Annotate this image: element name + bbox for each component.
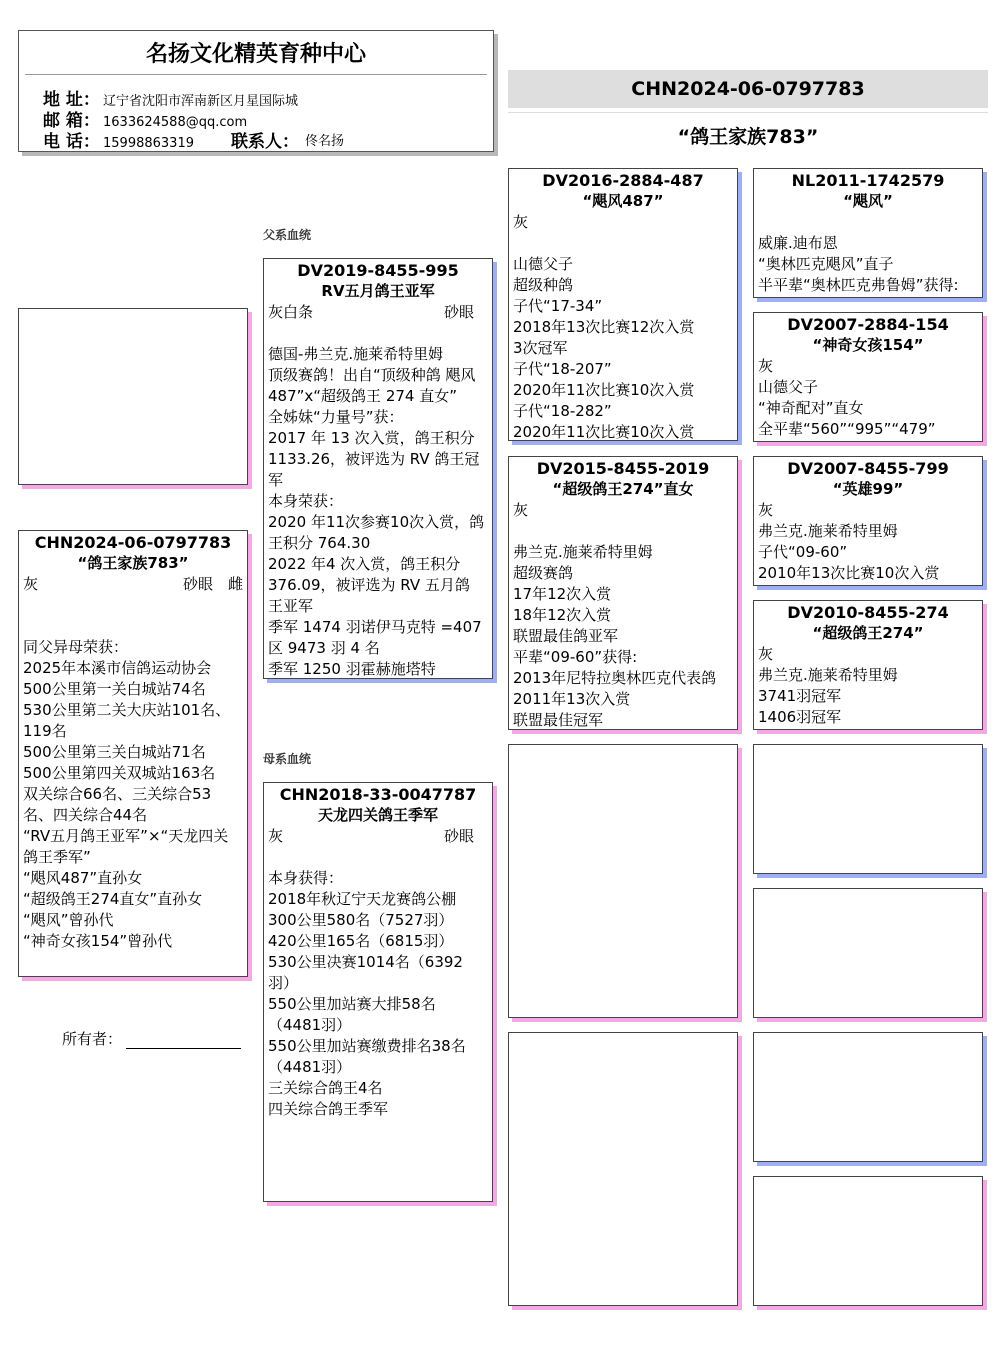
- sire-dam-ring: DV2015-8455-2019: [536, 459, 710, 478]
- subject-name: “鸽王家族783”: [77, 554, 189, 572]
- subject-sex: 雌: [227, 575, 243, 593]
- note-line: [268, 323, 488, 344]
- sd-sire-name: “英雄99”: [832, 480, 904, 498]
- ds-dam-box-empty: [753, 888, 983, 1018]
- note-line: 376.09，被评选为 RV 五月鸽: [268, 576, 470, 594]
- note-line: 17年12次入赏: [513, 585, 612, 603]
- note-line: 300公里580名（7527羽）: [268, 911, 454, 929]
- note-line: 半平辈“奥林匹克弗鲁姆”获得:: [758, 276, 959, 294]
- sire-dam-box: [508, 456, 738, 730]
- note-line: [758, 212, 978, 233]
- dam-attributes: [264, 826, 492, 847]
- note-line: 2020年11次比赛10次入赏: [513, 381, 695, 399]
- dd-dam-box-empty: [753, 1176, 983, 1306]
- title-ring-number: CHN2024-06-0797783: [631, 78, 865, 100]
- sd-sire-ring: DV2007-8455-799: [787, 459, 949, 478]
- note-line: [513, 521, 733, 542]
- note-line: 威廉.迪布恩: [758, 234, 838, 252]
- note-line: 2013年尼特拉奥林匹克代表鸽: [513, 669, 717, 687]
- sire-ring: DV2019-8455-995: [297, 261, 459, 280]
- sire-dam-color: 灰: [513, 501, 529, 519]
- note-line: 2020年11次比赛10次入赏: [513, 423, 695, 441]
- note-line: 王积分 764.30: [268, 534, 371, 552]
- photo-placeholder: [18, 308, 248, 485]
- sire-color: 灰白条: [268, 303, 314, 321]
- sire-notes: [264, 323, 492, 679]
- ss-dam-attributes: [754, 356, 982, 377]
- sd-sire-attributes: [754, 500, 982, 521]
- note-line: 弗兰克.施莱希特里姆: [513, 543, 653, 561]
- header-divider: [25, 74, 487, 75]
- note-line: 2018年秋辽宁天龙赛鸽公棚: [268, 890, 457, 908]
- ss-sire-name: “飓风”: [843, 192, 893, 210]
- ss-dam-name: “神奇女孩154”: [812, 336, 924, 354]
- note-line: 全姊妹“力量号”获：: [268, 408, 404, 426]
- note-line: 区 9473 羽 4 名: [268, 639, 380, 657]
- owner-signature-line: [126, 1032, 241, 1049]
- note-line: 本身荣获：: [268, 492, 344, 510]
- note-line: （4481羽）: [268, 1016, 352, 1034]
- note-line: 530公里决赛1014名（6392: [268, 953, 463, 971]
- note-line: [268, 847, 488, 868]
- note-line: 德国-弗兰克.施莱希特里姆: [268, 345, 444, 363]
- note-line: 487”x“超级鸽王 274 直女”: [268, 387, 457, 405]
- note-line: 子代“18-207”: [513, 360, 612, 378]
- email-value: 1633624588@qq.com: [103, 115, 248, 130]
- note-line: “飓风487”直孙女: [23, 869, 143, 887]
- note-line: 2022 年4 次入赏，鸽王积分: [268, 555, 461, 573]
- subject-attributes: [19, 574, 247, 595]
- contact-value: 佟名扬: [305, 134, 345, 149]
- note-line: 弗兰克.施莱希特里姆: [758, 666, 898, 684]
- note-line: 1406羽冠军: [758, 708, 842, 726]
- dam-ring: CHN2018-33-0047787: [279, 785, 477, 804]
- note-line: 名、四关综合44名: [23, 806, 148, 824]
- sire-line-label: 父系血统: [263, 228, 312, 242]
- owner-label: 所有者：: [62, 1030, 123, 1048]
- note-line: 550公里加站赛大排58名: [268, 995, 436, 1013]
- note-line: 420公里165名（6815羽）: [268, 932, 454, 950]
- note-line: 3次冠军: [513, 339, 568, 357]
- note-line: 顶级赛鸽！出自“顶级种鸽 飓风: [268, 366, 476, 384]
- ss-sire-ring: NL2011-1742579: [791, 171, 945, 190]
- dd-sire-box-empty: [753, 1032, 983, 1162]
- note-line: “神奇配对”直女: [758, 399, 864, 417]
- sire-sire-attributes: [509, 212, 737, 233]
- phone-value: 15998863319: [103, 136, 194, 151]
- title-bird-name: “鸽王家族783”: [677, 126, 819, 148]
- sd-sire-color: 灰: [758, 501, 774, 519]
- note-line: 超级种鸽: [513, 276, 574, 294]
- note-line: 3741羽冠军: [758, 687, 842, 705]
- note-line: 2017 年 13 次入赏，鸽王积分: [268, 429, 475, 447]
- sire-dam-name: “超级鸽王274”直女: [552, 480, 694, 498]
- org-name: 名扬文化精英育种中心: [145, 42, 366, 67]
- sd-dam-box: [753, 600, 983, 730]
- sire-name: RV五月鸽王亚军: [321, 282, 435, 300]
- ss-sire-notes: [754, 212, 982, 296]
- note-line: 本身获得：: [268, 869, 344, 887]
- note-line: 18年12次入赏: [513, 606, 612, 624]
- note-line: 119名: [23, 722, 67, 740]
- note-line: 山德父子: [758, 378, 819, 396]
- sd-dam-notes: [754, 665, 982, 728]
- ss-dam-notes: [754, 377, 982, 440]
- dam-line-label: 母系血统: [263, 752, 312, 766]
- note-line: 四关综合鸽王季军: [268, 1100, 389, 1118]
- sire-sire-box: [508, 168, 738, 441]
- note-line: 超级赛鸽: [513, 564, 574, 582]
- note-line: 500公里第一关白城站74名: [23, 680, 206, 698]
- sire-attributes: [264, 302, 492, 323]
- note-line: 530公里第二关大庆站101名、: [23, 701, 231, 719]
- sd-dam-attributes: [754, 644, 982, 665]
- sd-sire-notes: [754, 521, 982, 584]
- dam-name: 天龙四关鸽王季军: [317, 806, 438, 824]
- address-value: 辽宁省沈阳市浑南新区月星国际城: [103, 94, 299, 109]
- note-line: 550公里加站赛缴费排名38名: [268, 1037, 466, 1055]
- note-line: 季军 1250 羽霍赫施塔特: [268, 660, 436, 678]
- owner-field: [62, 1028, 241, 1049]
- dam-eye: 砂眼: [443, 827, 474, 845]
- sd-dam-color: 灰: [758, 645, 774, 663]
- note-line: 季军 1474 羽诺伊马克特 =407: [268, 618, 482, 636]
- dam-color: 灰: [268, 827, 284, 845]
- note-line: 王亚军: [268, 597, 314, 615]
- subject-notes: [19, 595, 247, 952]
- phone-row: [43, 127, 194, 152]
- note-line: 同父异母荣获：: [23, 638, 129, 656]
- contact-label: 联系人：: [231, 132, 299, 152]
- breeder-header-card: [18, 30, 494, 152]
- note-line: [23, 616, 243, 637]
- subject-color: 灰: [23, 575, 39, 593]
- note-line: “奥林匹克飓风”直子: [758, 255, 894, 273]
- sd-dam-ring: DV2010-8455-274: [787, 603, 949, 622]
- note-line: 弗兰克.施莱希特里姆: [758, 522, 898, 540]
- ss-dam-color: 灰: [758, 357, 774, 375]
- note-line: 1133.26，被评选为 RV 鸽王冠: [268, 450, 480, 468]
- note-line: 2025年本溪市信鸽运动协会: [23, 659, 212, 677]
- sire-sire-name: “飓风487”: [582, 192, 664, 210]
- note-line: 联盟最佳冠军: [513, 711, 604, 729]
- note-line: 2011年13次入赏: [513, 690, 631, 708]
- sd-dam-name: “超级鸽王274”: [812, 624, 924, 642]
- note-line: 全平辈“560”“995”“479”: [758, 420, 936, 438]
- note-line: 500公里第四关双城站163名: [23, 764, 216, 782]
- note-line: 2010年13次比赛10次入赏: [758, 564, 940, 582]
- sd-sire-box: [753, 456, 983, 586]
- note-line: “RV五月鸽王亚军”×“天龙四关: [23, 827, 229, 845]
- note-line: 鸽王季军”: [23, 848, 91, 866]
- address-label: 地 址：: [43, 90, 100, 110]
- note-line: [513, 233, 733, 254]
- dam-dam-box-empty: [508, 1032, 738, 1306]
- sire-dam-attributes: [509, 500, 737, 521]
- ds-sire-box-empty: [753, 744, 983, 874]
- note-line: [23, 595, 243, 616]
- note-line: 子代“09-60”: [758, 543, 848, 561]
- subject-eye: 砂眼: [182, 575, 213, 593]
- note-line: 子代“18-282”: [513, 402, 612, 420]
- sire-eye: 砂眼: [443, 303, 474, 321]
- note-line: “飓风”曾孙代: [23, 911, 114, 929]
- note-line: “超级鸽王274直女”直孙女: [23, 890, 203, 908]
- dam-sire-box-empty: [508, 744, 738, 1018]
- note-line: 联盟最佳鸽亚军: [513, 627, 619, 645]
- title-divider: [508, 112, 988, 113]
- note-line: 2020 年11次参赛10次入赏，鸽: [268, 513, 485, 531]
- phone-label: 电 话：: [43, 132, 100, 152]
- note-line: 三关综合鸽王4名: [268, 1079, 383, 1097]
- note-line: 500公里第三关白城站71名: [23, 743, 206, 761]
- subject-ring: CHN2024-06-0797783: [34, 533, 232, 552]
- ss-dam-box: [753, 312, 983, 442]
- ss-dam-ring: DV2007-2884-154: [787, 315, 949, 334]
- email-label: 邮 箱：: [43, 111, 100, 131]
- note-line: 军: [268, 471, 284, 489]
- title-band: [508, 70, 988, 108]
- note-line: 山德父子: [513, 255, 574, 273]
- subject-box: [18, 530, 248, 977]
- note-line: 羽）: [268, 974, 299, 992]
- note-line: 2018年13次比赛12次入赏: [513, 318, 695, 336]
- dam-notes: [264, 847, 492, 1120]
- dam-box: [263, 782, 493, 1202]
- sire-dam-notes: [509, 521, 737, 730]
- note-line: （4481羽）: [268, 1058, 352, 1076]
- note-line: 平辈“09-60”获得:: [513, 648, 638, 666]
- sire-box: [263, 258, 493, 679]
- note-line: “神奇女孩154”曾孙代: [23, 932, 173, 950]
- sire-sire-notes: [509, 233, 737, 441]
- note-line: 子代“17-34”: [513, 297, 603, 315]
- note-line: 双关综合66名、三关综合53: [23, 785, 212, 803]
- sire-sire-ring: DV2016-2884-487: [542, 171, 704, 190]
- ss-sire-box: [753, 168, 983, 298]
- sire-sire-color: 灰: [513, 213, 529, 231]
